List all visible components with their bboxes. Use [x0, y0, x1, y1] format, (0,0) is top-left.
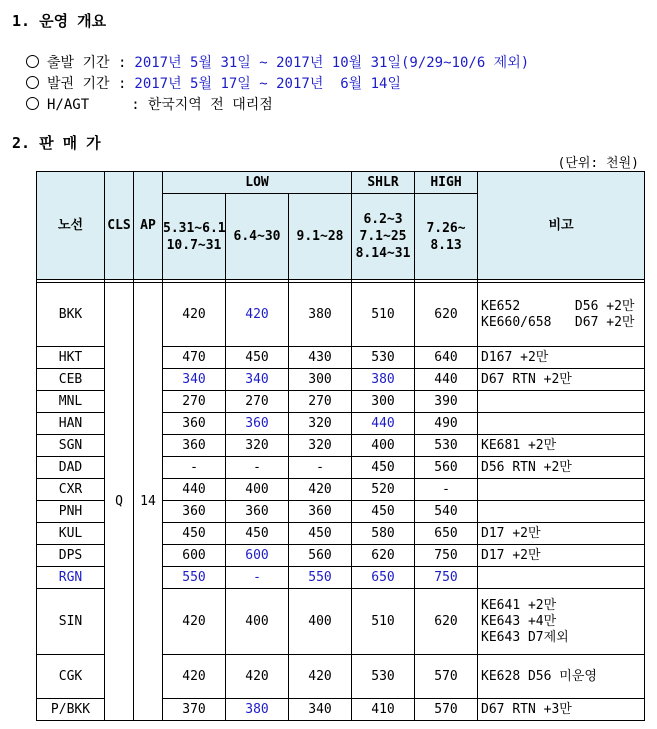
section-2-title: 2. 판 매 가 [12, 134, 101, 152]
header-low: LOW [163, 172, 352, 194]
fare-cell: 270 [226, 391, 289, 413]
remark-cell [478, 501, 645, 523]
overview-label: H/AGT : [47, 97, 140, 113]
fare-cell: 450 [352, 457, 415, 479]
header-period-2: 6.4~30 [226, 194, 289, 280]
route-cell: PNH [37, 501, 105, 523]
header-cls: CLS [105, 172, 134, 280]
fare-cell: - [226, 457, 289, 479]
overview-item [26, 94, 273, 114]
fare-cell: 420 [226, 283, 289, 347]
fare-cell: 570 [415, 655, 478, 699]
fare-cell: 420 [289, 655, 352, 699]
fare-cell: 620 [415, 589, 478, 655]
fare-cell: 270 [163, 391, 226, 413]
remark-cell [478, 391, 645, 413]
fare-cell: 450 [289, 523, 352, 545]
route-cell: P/BKK [37, 699, 105, 721]
route-cell: CEB [37, 369, 105, 391]
fare-cell: 510 [352, 589, 415, 655]
remark-cell [478, 479, 645, 501]
fare-cell: 450 [352, 501, 415, 523]
fare-cell: 440 [352, 413, 415, 435]
fare-cell: 360 [163, 413, 226, 435]
route-cell: CXR [37, 479, 105, 501]
route-cell: HAN [37, 413, 105, 435]
fare-cell: 600 [163, 545, 226, 567]
fare-cell: 510 [352, 283, 415, 347]
circle-bullet-icon [26, 55, 39, 68]
overview-value: 2017년 5월 31일 ~ 2017년 10월 31일(9/29~10/6 제외) [134, 55, 530, 71]
header-shlr: SHLR [352, 172, 415, 194]
fare-cell: 620 [415, 283, 478, 347]
fare-cell: 450 [226, 523, 289, 545]
fare-cell: 300 [289, 369, 352, 391]
fare-cell: 360 [163, 435, 226, 457]
fare-cell: 420 [226, 655, 289, 699]
header-route: 노선 [37, 172, 105, 280]
header-period-1: 5.31~6.1 10.7~31 [163, 194, 226, 280]
overview-item [26, 73, 401, 93]
fare-cell: 320 [289, 413, 352, 435]
fare-cell: 420 [163, 589, 226, 655]
remark-cell: D56 RTN +2만 [478, 457, 645, 479]
ap-cell: 14 [134, 283, 163, 721]
fare-cell: 320 [289, 435, 352, 457]
fare-cell: 360 [226, 413, 289, 435]
route-cell: RGN [37, 567, 105, 589]
route-cell: SGN [37, 435, 105, 457]
remark-cell: D17 +2만 [478, 523, 645, 545]
circle-bullet-icon [26, 76, 39, 89]
fare-cell: 270 [289, 391, 352, 413]
fare-cell: 420 [289, 479, 352, 501]
header-ap: AP [134, 172, 163, 280]
route-cell: KUL [37, 523, 105, 545]
overview-label: 발권 기간 : [47, 76, 127, 92]
remark-cell: D67 RTN +2만 [478, 369, 645, 391]
fare-cell: 440 [415, 369, 478, 391]
fare-cell: - [226, 567, 289, 589]
cls-cell: Q [105, 283, 134, 721]
fare-cell: 390 [415, 391, 478, 413]
route-cell: HKT [37, 347, 105, 369]
overview-value: 2017년 5월 17일 ~ 2017년 6월 14일 [134, 76, 401, 92]
fare-cell: 650 [415, 523, 478, 545]
fare-cell: 540 [415, 501, 478, 523]
fare-cell: 320 [226, 435, 289, 457]
fare-cell: 420 [163, 655, 226, 699]
remark-cell: KE681 +2만 [478, 435, 645, 457]
fare-cell: 400 [289, 589, 352, 655]
fare-cell: - [415, 479, 478, 501]
fare-cell: 340 [289, 699, 352, 721]
fare-cell: 380 [352, 369, 415, 391]
fare-cell: 450 [163, 523, 226, 545]
header-remark: 비고 [478, 172, 645, 280]
remark-cell: KE652 D56 +2만 KE660/658 D67 +2만 [478, 283, 645, 347]
fare-cell: 530 [352, 655, 415, 699]
route-cell: SIN [37, 589, 105, 655]
remark-cell [478, 567, 645, 589]
route-cell: DAD [37, 457, 105, 479]
fare-cell: 400 [226, 589, 289, 655]
fare-cell: - [163, 457, 226, 479]
unit-label: (단위: 천원) [557, 156, 639, 171]
fare-cell: 440 [163, 479, 226, 501]
fare-cell: 370 [163, 699, 226, 721]
fare-cell: 530 [352, 347, 415, 369]
fare-cell: 650 [352, 567, 415, 589]
fare-cell: - [289, 457, 352, 479]
fare-cell: 410 [352, 699, 415, 721]
fare-cell: 490 [415, 413, 478, 435]
table-row [37, 283, 645, 347]
fare-cell: 300 [352, 391, 415, 413]
fare-cell: 360 [163, 501, 226, 523]
fare-cell: 360 [289, 501, 352, 523]
route-cell: MNL [37, 391, 105, 413]
fare-cell: 580 [352, 523, 415, 545]
overview-item [26, 52, 529, 72]
fare-cell: 560 [415, 457, 478, 479]
remark-cell: D17 +2만 [478, 545, 645, 567]
fare-cell: 400 [226, 479, 289, 501]
remark-cell: D67 RTN +3만 [478, 699, 645, 721]
fare-cell: 380 [226, 699, 289, 721]
remark-cell: KE641 +2만 KE643 +4만 KE643 D7제외 [478, 589, 645, 655]
fare-cell: 530 [415, 435, 478, 457]
fare-cell: 380 [289, 283, 352, 347]
header-period-5: 7.26~ 8.13 [415, 194, 478, 280]
fare-cell: 400 [352, 435, 415, 457]
fare-cell: 340 [163, 369, 226, 391]
route-cell: CGK [37, 655, 105, 699]
fare-cell: 620 [352, 545, 415, 567]
header-period-4: 6.2~3 7.1~25 8.14~31 [352, 194, 415, 280]
fare-cell: 550 [163, 567, 226, 589]
remark-cell: KE628 D56 미운영 [478, 655, 645, 699]
route-cell: BKK [37, 283, 105, 347]
header-period-3: 9.1~28 [289, 194, 352, 280]
remark-cell: D167 +2만 [478, 347, 645, 369]
fare-cell: 430 [289, 347, 352, 369]
overview-label: 출발 기간 : [47, 55, 127, 71]
fare-cell: 470 [163, 347, 226, 369]
fare-cell: 750 [415, 545, 478, 567]
remark-cell [478, 413, 645, 435]
fare-cell: 420 [163, 283, 226, 347]
fare-table [36, 171, 645, 721]
section-1-title: 1. 운영 개요 [12, 12, 107, 30]
fare-cell: 570 [415, 699, 478, 721]
fare-cell: 520 [352, 479, 415, 501]
circle-bullet-icon [26, 97, 39, 110]
overview-value: 한국지역 전 대리점 [147, 97, 273, 113]
fare-cell: 360 [226, 501, 289, 523]
fare-cell: 560 [289, 545, 352, 567]
fare-cell: 550 [289, 567, 352, 589]
fare-cell: 750 [415, 567, 478, 589]
fare-cell: 600 [226, 545, 289, 567]
header-high: HIGH [415, 172, 478, 194]
route-cell: DPS [37, 545, 105, 567]
fare-cell: 340 [226, 369, 289, 391]
fare-cell: 640 [415, 347, 478, 369]
fare-cell: 450 [226, 347, 289, 369]
